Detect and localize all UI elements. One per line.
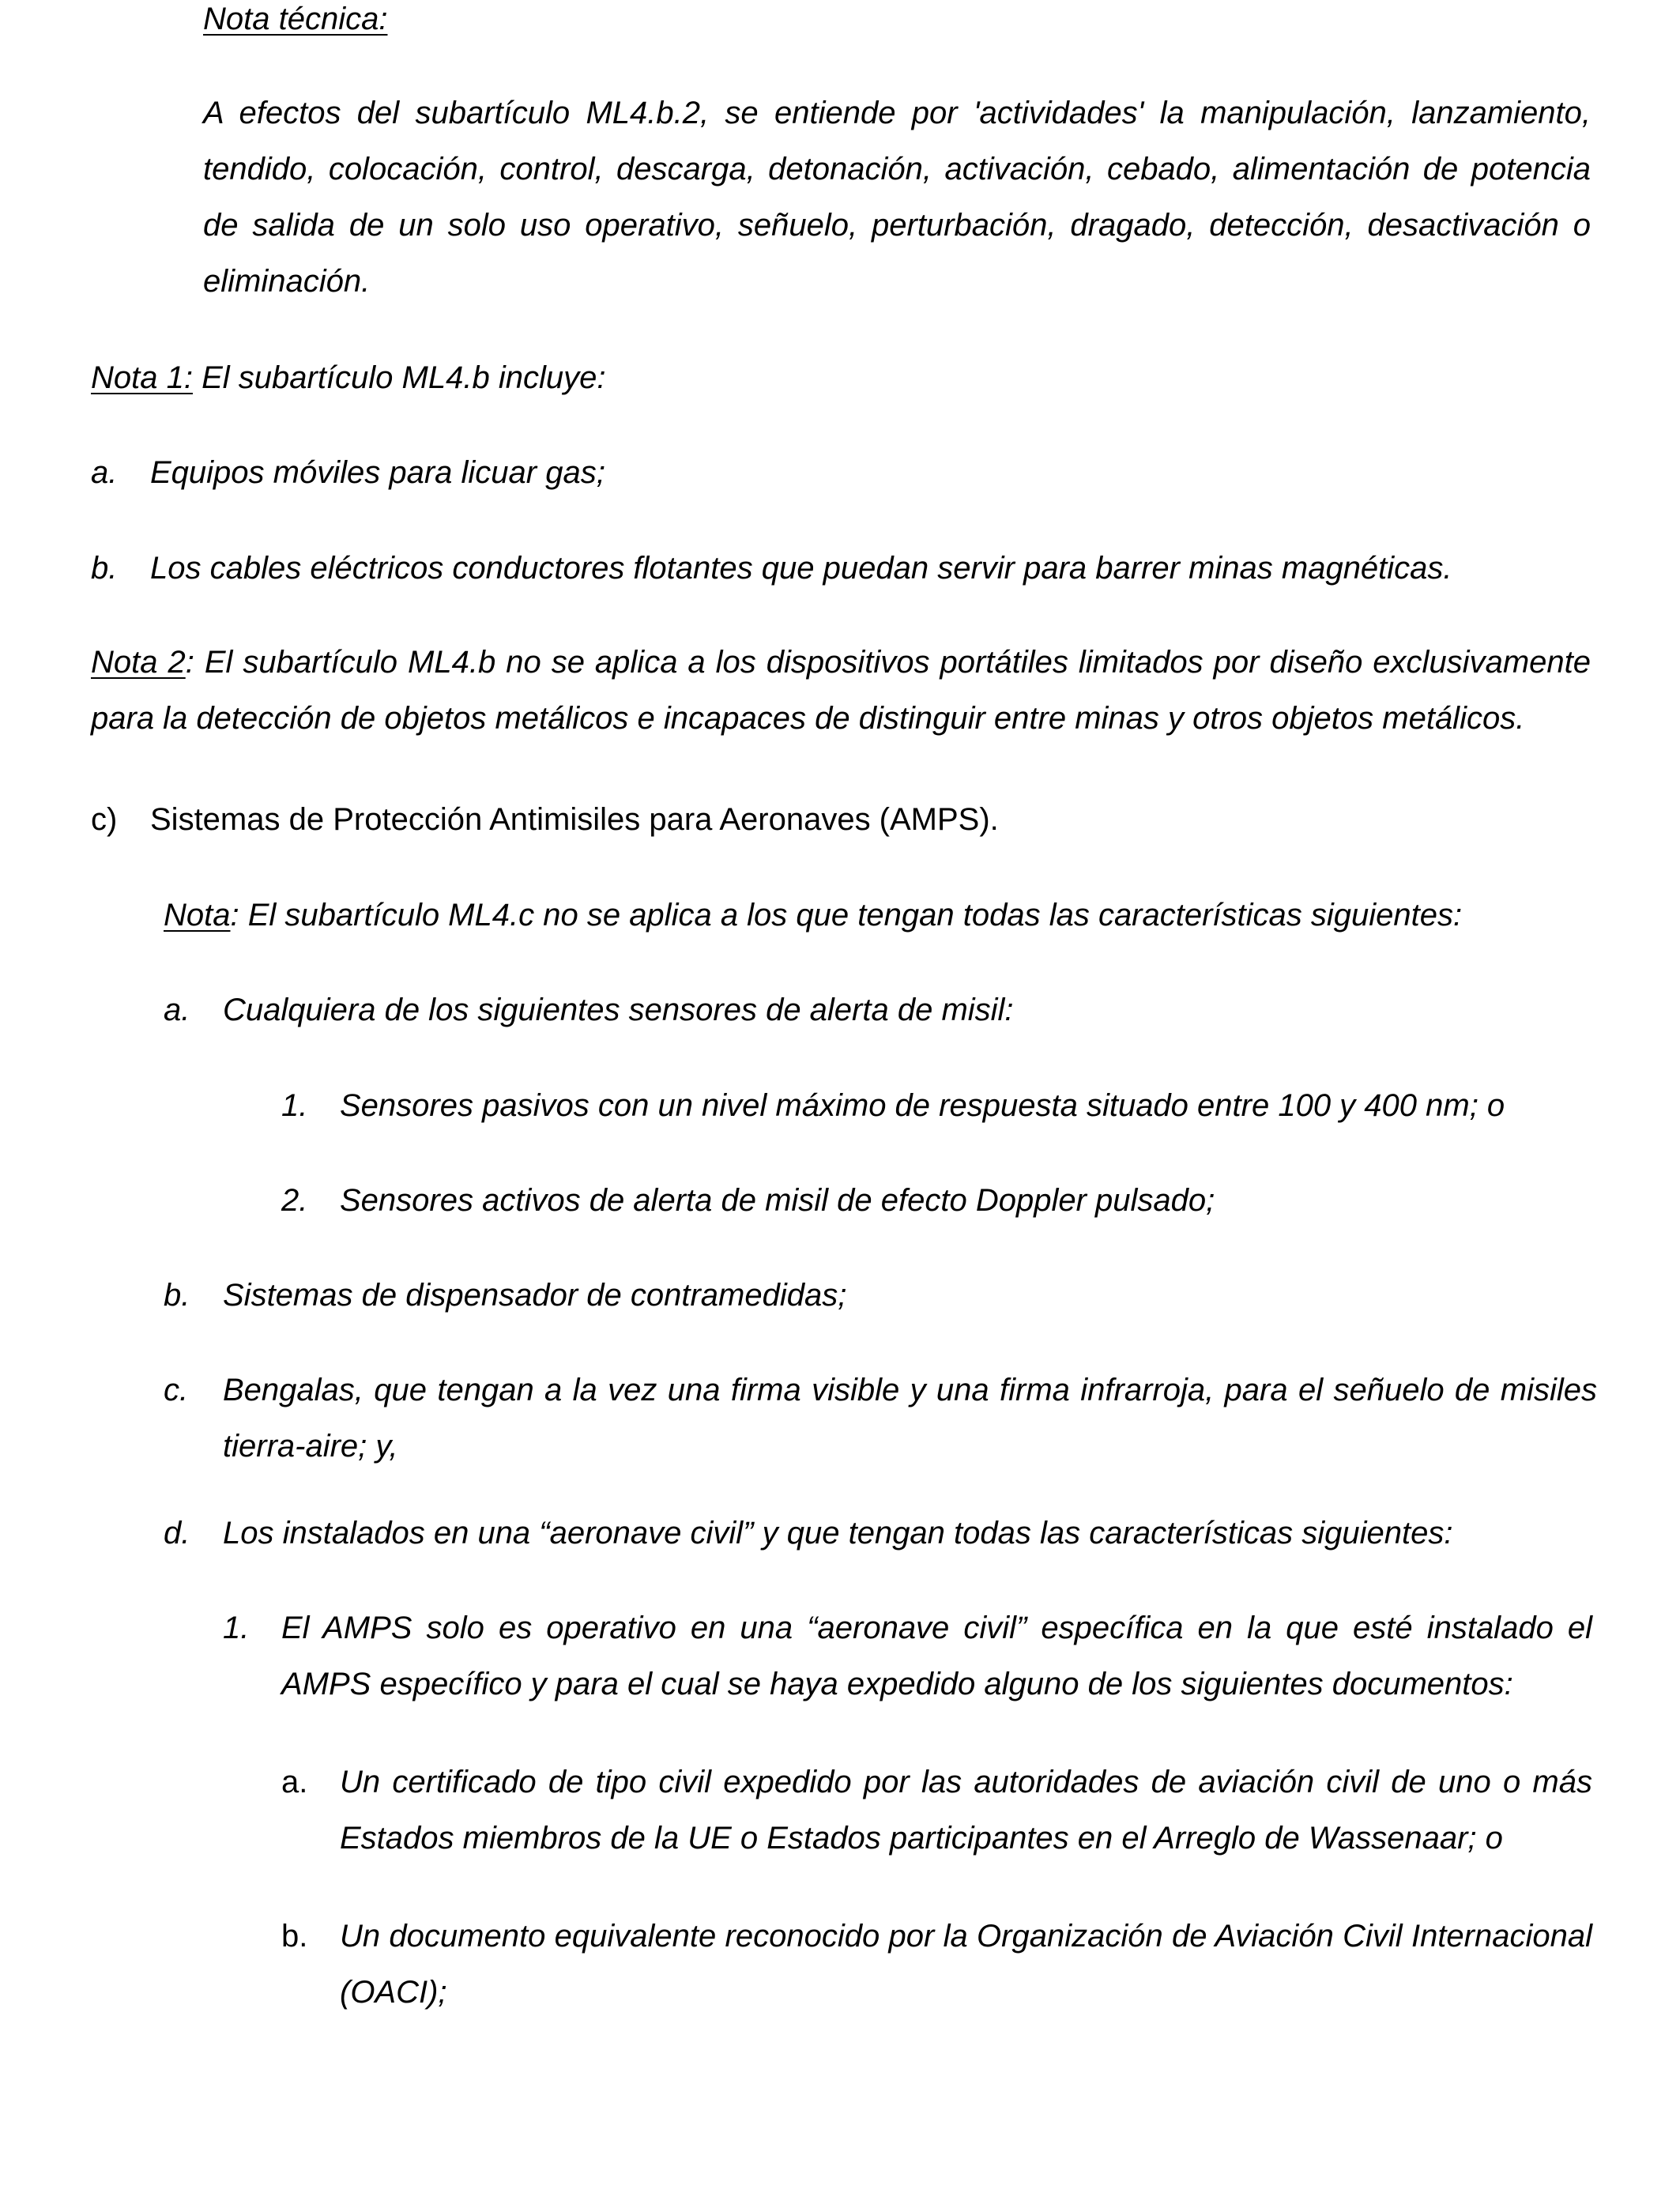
list-marker: c.: [164, 1373, 189, 1407]
list-item-text: Los instalados en una “aeronave civil” y que tengan todas las características siguientes:: [223, 1516, 1453, 1551]
list-item-text: Sensores activos de alerta de misil de efecto Doppler pulsado;: [340, 1183, 1215, 1218]
list-marker: a.: [281, 1765, 308, 1799]
list-marker: 1.: [223, 1611, 250, 1645]
list-item-text: Los cables eléctricos conductores flotantes que puedan servir para barrer minas magnéticas.: [150, 551, 1452, 586]
list-marker: 2.: [281, 1183, 308, 1218]
list-item-text: El AMPS solo es operativo en una “aeronave civil” específica en la que esté instalado el AMPS específico y para el cual se haya expedido alguno de los siguientes documentos:: [281, 1611, 1592, 1701]
section-title: Sistemas de Protección Antimisiles para Aeronaves (AMPS).: [150, 802, 999, 837]
technical-note-body: A efectos del subartículo ML4.b.2, se entiende por 'actividades' la manipulación, lanzamiento, tendido, colocación, control, descarga, detonación, activación, cebado, alimentación de potencia de salida de un solo uso operativo, señuelo, perturbación, dragado, detección, desactivación o eliminación.: [203, 96, 1591, 299]
list-item-text: Cualquiera de los siguientes sensores de alerta de misil:: [223, 993, 1014, 1027]
note-c: [164, 887, 1594, 944]
list-item-text: Sistemas de dispensador de contramedidas;: [223, 1278, 847, 1313]
section-marker: c): [91, 802, 118, 837]
list-marker: b.: [281, 1919, 308, 1954]
note-c-text: : El subartículo ML4.c no se aplica a los que tengan todas las características siguientes:: [230, 898, 1463, 933]
list-item-text: Un documento equivalente reconocido por la Organización de Aviación Civil Internacional (OACI);: [340, 1919, 1592, 2010]
list-marker: a.: [164, 993, 190, 1027]
list-marker: b.: [91, 551, 118, 586]
list-marker: b.: [164, 1278, 190, 1313]
note-2-label: Nota 2: [91, 645, 186, 680]
note-c-item-b: [164, 1268, 1594, 1324]
note-1-label: Nota 1:: [91, 360, 193, 395]
note-c-item-a1: [281, 1078, 1593, 1134]
note-c-item-d1: [223, 1600, 1593, 1713]
list-marker: d.: [164, 1516, 190, 1551]
technical-note-label: Nota técnica:: [203, 2, 388, 36]
list-item-text: Bengalas, que tengan a la vez una firma visible y una firma infrarroja, para el señuelo de misiles tierra-aire; y,: [223, 1373, 1597, 1464]
note-c-item-d1a: [281, 1754, 1593, 1867]
note-2: [91, 635, 1591, 747]
note-2-text: : El subartículo ML4.b no se aplica a los dispositivos portátiles limitados por diseño exclusivamente para la detección de objetos metálicos e incapaces de distinguir entre minas y otros objetos metálicos.: [91, 645, 1591, 736]
technical-note-heading: [203, 0, 387, 47]
note-1: [91, 350, 1592, 406]
list-item-text: Un certificado de tipo civil expedido por las autoridades de aviación civil de uno o más Estados miembros de la UE o Estados participantes en el Arreglo de Wassenaar; o: [340, 1765, 1592, 1856]
note-c-item-c: [164, 1362, 1597, 1475]
list-marker: 1.: [281, 1088, 308, 1123]
note-1-text: El subartículo ML4.b incluye:: [192, 360, 606, 395]
note-c-item-d: [164, 1505, 1594, 1562]
list-item-text: Sensores pasivos con un nivel máximo de respuesta situado entre 100 y 400 nm; o: [340, 1088, 1505, 1123]
section-c: [91, 792, 1592, 848]
list-item-text: Equipos móviles para licuar gas;: [150, 455, 605, 490]
note-c-label: Nota: [164, 898, 231, 933]
note-c-item-d1b: [281, 1909, 1593, 2021]
note-c-item-a2: [281, 1173, 1593, 1229]
note-c-item-a: [164, 982, 1594, 1038]
list-marker: a.: [91, 455, 118, 490]
